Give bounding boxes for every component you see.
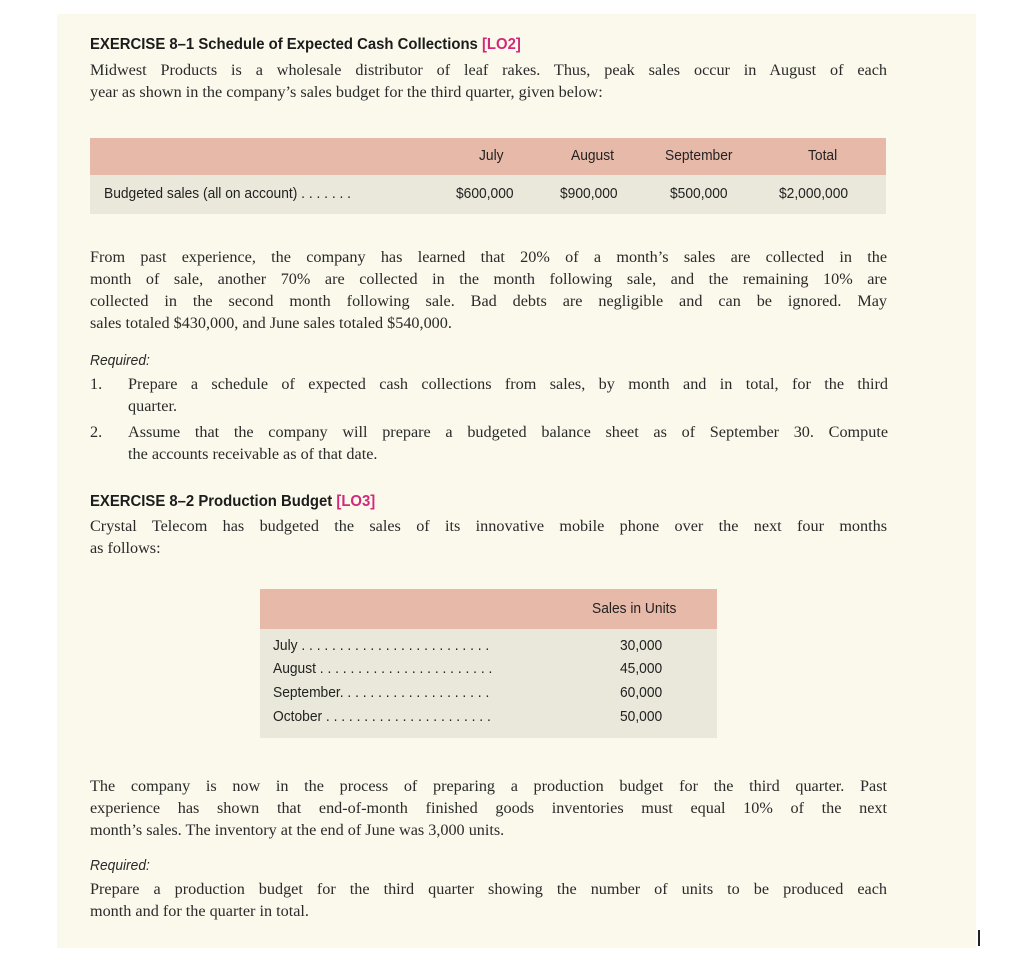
row-label-budgeted-sales: Budgeted sales (all on account) . . . . . . . [104, 185, 352, 202]
sales-in-units-table [260, 589, 717, 738]
exercise-2-requirement: Prepare a production budget for the third quarter showing the number of units to be produced each month and for the quarter in total. [90, 880, 887, 920]
column-header-september: September [665, 147, 733, 164]
cell-october-units: 50,000 [620, 708, 663, 725]
exercise-1-collection-paragraph: From past experience, the company has learned that 20% of a month’s sales are collected in the month of sale, another 70% are collected in the month following sale, and the remaining 10% are collected in the second month following sale. Bad debts are negligible and can be ignored. May sales totaled $430,000, and June sales totaled $540,000. [90, 248, 887, 332]
learning-objective-tag: [LO3] [336, 493, 376, 510]
column-header-sales-in-units: Sales in Units [592, 600, 677, 617]
exercise-2-heading: EXERCISE 8–2 Production Budget [LO3] [90, 493, 376, 510]
exercise-2-intro: Crystal Telecom has budgeted the sales of its innovative mobile phone over the next four months as follows: [90, 517, 887, 557]
sales-budget-table [90, 138, 886, 214]
row-label-august: August . . . . . . . . . . . . . . . . . . . . . . . [273, 660, 493, 677]
cell-september-units: 60,000 [620, 684, 663, 701]
learning-objective-tag: [LO2] [481, 36, 521, 53]
exercise-1-requirement-2: 2. Assume that the company will prepare a budgeted balance sheet as of September 30. Compute the accounts receivable as of that date. [90, 423, 888, 463]
column-header-july: July [479, 147, 504, 164]
textbook-page [57, 14, 976, 948]
exercise-1-heading: EXERCISE 8–1 Schedule of Expected Cash Collections [LO2] [90, 36, 521, 53]
cell-july-units: 30,000 [620, 637, 663, 654]
column-header-total: Total [808, 147, 838, 164]
exercise-2-inventory-paragraph: The company is now in the process of preparing a production budget for the third quarter. Past experience has shown that end-of-month finished goods inventories must equal 10% of the next month’s sales. The inventory at the end of June was 3,000 units. [90, 777, 887, 839]
exercise-1-requirement-1: 1. Prepare a schedule of expected cash collections from sales, by month and in total, for the third quarter. [90, 375, 888, 415]
cell-august-units: 45,000 [620, 660, 663, 677]
row-label-october: October . . . . . . . . . . . . . . . . . . . . . . [273, 708, 491, 725]
cell-july-sales: $600,000 [456, 185, 514, 202]
cell-august-sales: $900,000 [560, 185, 618, 202]
column-header-august: August [571, 147, 614, 164]
cell-september-sales: $500,000 [670, 185, 728, 202]
exercise-1-intro: Midwest Products is a wholesale distributor of leaf rakes. Thus, peak sales occur in August of each year as shown in the company’s sales budget for the third quarter, given below: [90, 61, 887, 101]
row-label-july: July . . . . . . . . . . . . . . . . . . . . . . . . . [273, 637, 490, 654]
cell-total-sales: $2,000,000 [779, 185, 849, 202]
text-cursor [978, 930, 980, 946]
exercise-1-required-label: Required: [90, 352, 150, 369]
row-label-september: September. . . . . . . . . . . . . . . . . . . . [273, 684, 490, 701]
exercise-2-required-label: Required: [90, 857, 150, 874]
